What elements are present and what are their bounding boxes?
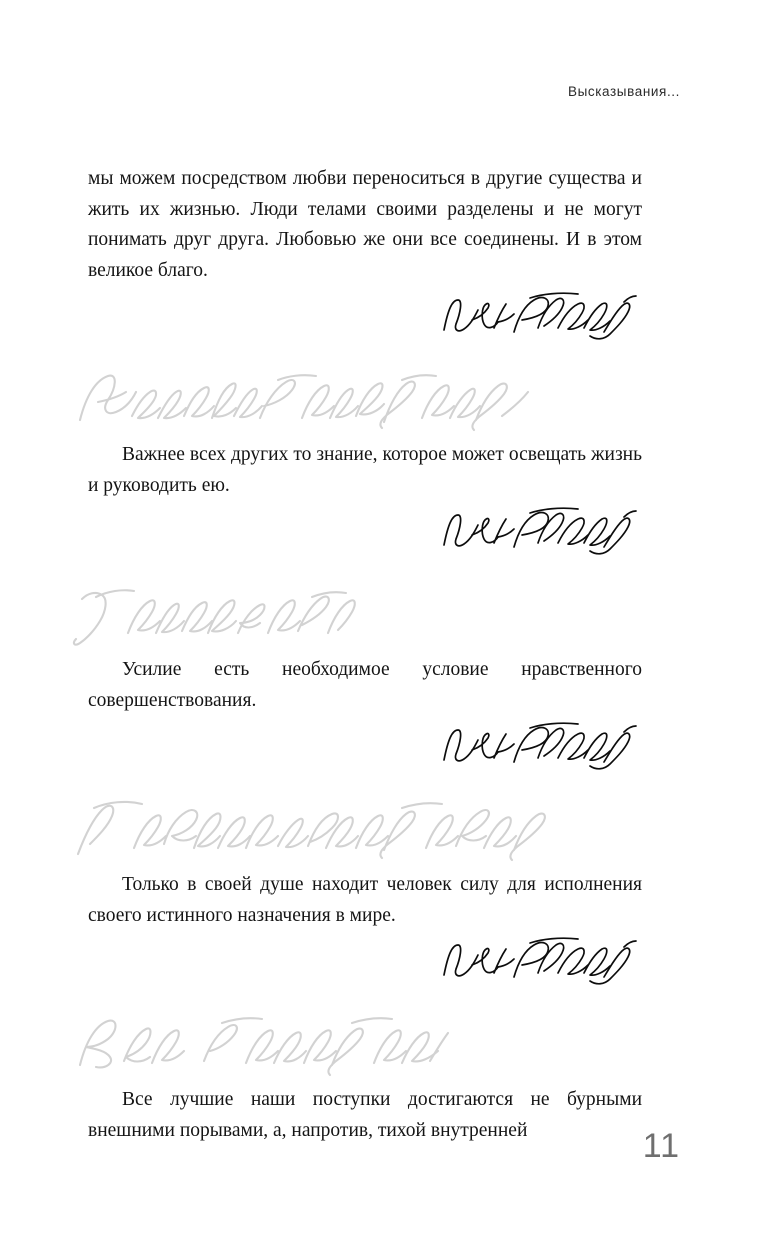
quote-paragraph: мы можем посредством любви переноситься в другие существа и жить их жизнью. Люди телами своими разделены и не могут понимать друг друга. Любовью же они все соединены. И в этом великое благо. <box>88 168 642 281</box>
signature-row <box>88 931 642 993</box>
quote-block-1 <box>88 164 642 348</box>
quote-paragraph: Важнее всех других то знание, которое может освещать жизнь и руководить ею. <box>88 444 642 496</box>
quote-paragraph: Только в своей душе находит человек силу для исполнения своего истинного назначения в мире. <box>88 874 642 926</box>
signature-lev-tolstoy <box>438 718 638 776</box>
signature-row <box>88 501 642 563</box>
handwritten-heading-5 <box>88 1011 642 1085</box>
signature-lev-tolstoy <box>438 503 638 561</box>
quote-block-3 <box>88 581 642 778</box>
quote-paragraph: Усилие есть необходимое условие нравственного совершенствования. <box>88 659 642 711</box>
quote-block-2 <box>88 366 642 563</box>
text-column <box>88 160 642 1146</box>
handwritten-heading-2 <box>88 366 642 440</box>
quote-block-4 <box>88 796 642 993</box>
signature-row <box>88 716 642 778</box>
page-number: 11 <box>642 1127 680 1165</box>
signature-row <box>88 286 642 348</box>
signature-lev-tolstoy <box>438 933 638 991</box>
handwritten-heading-4 <box>88 796 642 870</box>
handwritten-heading-3 <box>88 581 642 655</box>
quote-paragraph: Все лучшие наши поступки достигаются не бурными внешними порывами, а, напротив, тихой внутренней <box>88 1089 642 1141</box>
quote-block-5 <box>88 1011 642 1146</box>
signature-lev-tolstoy <box>438 288 638 346</box>
running-head: Высказывания... <box>568 84 680 99</box>
